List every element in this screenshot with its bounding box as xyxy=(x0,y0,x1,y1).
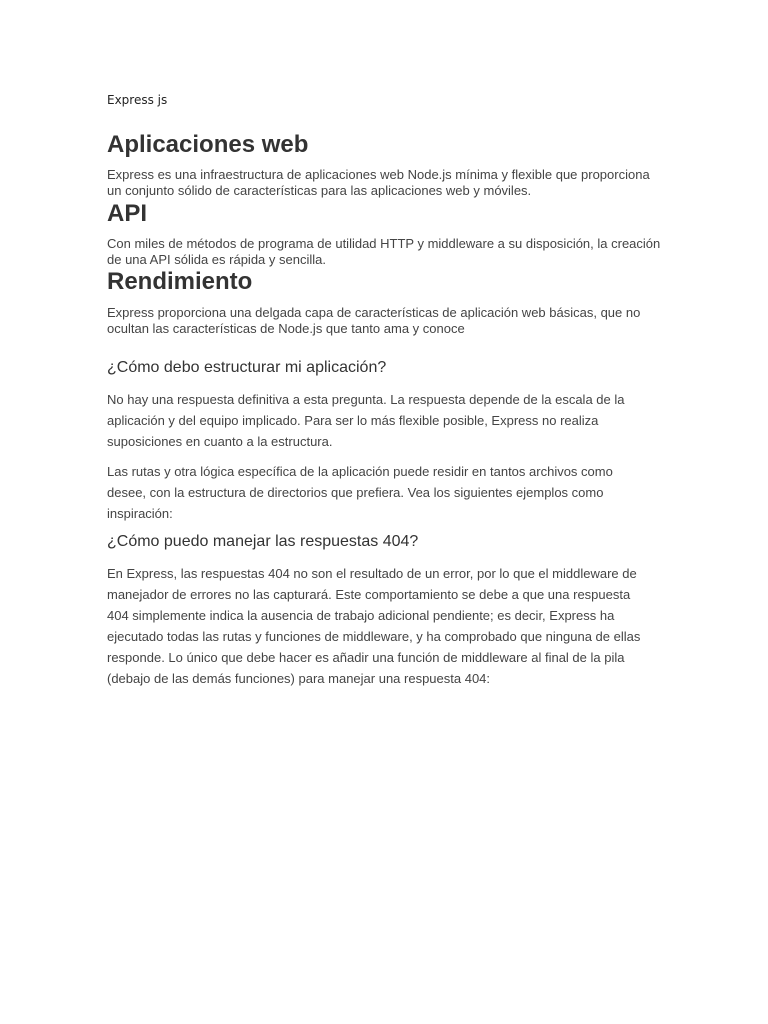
answer-404-p1: En Express, las respuestas 404 no son el resultado de un error, por lo que el middleware de manejador de errores no las capturará. Este comportamiento se debe a que una respuesta 404 simplemente indica la ausencia de trabajo adicional pendiente; es decir, Express ha ejecutado todas las rutas y funciones de middleware, y ha comprobado que ninguna de ellas responde. Lo único que debe hacer es añadir una función de middleware al final de la pila (debajo de las demás funciones) para manejar una respuesta 404: xyxy=(107,566,641,686)
question-404: ¿Cómo puedo manejar las respuestas 404? xyxy=(107,533,419,550)
paragraph-api: Con miles de métodos de programa de utilidad HTTP y middleware a su disposición, la creación de una API sólida es rápida y sencilla. xyxy=(107,236,661,267)
heading-rendimiento: Rendimiento xyxy=(107,268,253,295)
answer-estructura-p2: Las rutas y otra lógica específica de la aplicación puede residir en tantos archivos como desee, con la estructura de directorios que prefiera. Vea los siguientes ejemplos como inspiración: xyxy=(107,464,613,521)
paragraph-aplicaciones-web: Express es una infraestructura de aplicaciones web Node.js mínima y flexible que proporciona un conjunto sólido de características para las aplicaciones web y móviles. xyxy=(107,167,650,198)
answer-estructura-p1: No hay una respuesta definitiva a esta pregunta. La respuesta depende de la escala de la aplicación y del equipo implicado. Para ser lo más flexible posible, Express no realiza suposiciones en cuanto a la estructura. xyxy=(107,392,625,449)
document-label: Express js xyxy=(107,93,168,107)
heading-aplicaciones-web: Aplicaciones web xyxy=(107,131,309,158)
question-estructura: ¿Cómo debo estructurar mi aplicación? xyxy=(107,359,387,376)
heading-api: API xyxy=(107,200,148,227)
paragraph-rendimiento: Express proporciona una delgada capa de características de aplicación web básicas, que no ocultan las características de Node.js que tanto ama y conoce xyxy=(107,305,641,336)
